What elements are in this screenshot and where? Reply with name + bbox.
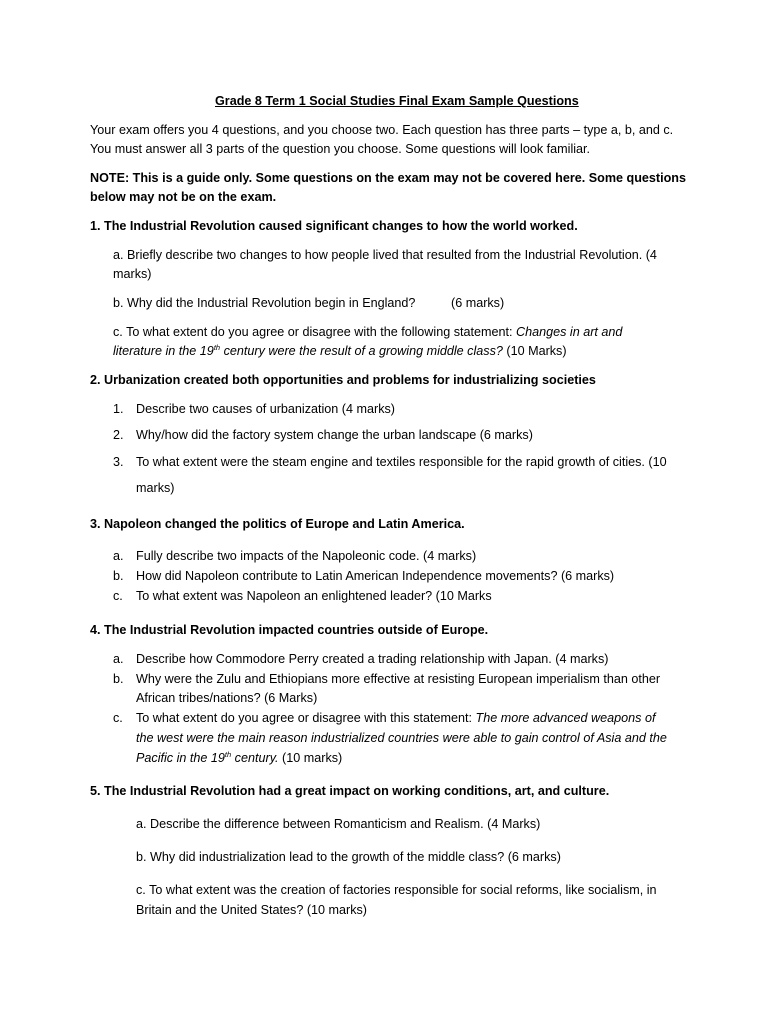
question-4b-label: b. (113, 672, 124, 686)
question-2-item-2-number: 2. (113, 428, 124, 442)
question-1c-italic: Changes in art and (516, 325, 623, 339)
question-2-item-2-text: Why/how did the factory system change the urban landscape (6 marks) (136, 428, 533, 442)
question-2-item-1-text: Describe two causes of urbanization (4 marks) (136, 402, 395, 416)
question-4c-italic: The more advanced weapons of (475, 711, 656, 725)
question-4c-line-3 (136, 749, 342, 768)
question-3b-text: How did Napoleon contribute to Latin American Independence movements? (6 marks) (136, 569, 615, 583)
question-2-item-3-text: To what extent were the steam engine and textiles responsible for the rapid growth of cities. (10 (136, 455, 667, 469)
intro-line-1: Your exam offers you 4 questions, and you choose two. Each question has three parts – type a, b, and c. (90, 123, 674, 137)
question-1a-line-1: a. Briefly describe two changes to how people lived that resulted from the Industrial Revolution. (4 (113, 248, 657, 262)
question-1c-italic-b: century were the result of a growing middle class? (220, 344, 503, 358)
question-1c-superscript: th (213, 342, 221, 352)
question-1c-plain: c. To what extent do you agree or disagree with the following statement: (113, 325, 516, 339)
question-1c-marks: (10 Marks) (502, 344, 567, 358)
question-1a-line-2: marks) (113, 267, 152, 281)
question-5-heading: 5. The Industrial Revolution had a great impact on working conditions, art, and culture. (90, 784, 610, 798)
question-2-item-3-number: 3. (113, 455, 124, 469)
question-2-item-1-number: 1. (113, 402, 124, 416)
question-3-heading: 3. Napoleon changed the politics of Europe and Latin America. (90, 517, 465, 531)
question-4a-label: a. (113, 652, 124, 666)
question-3c-label: c. (113, 589, 123, 603)
question-4c-label: c. (113, 711, 123, 725)
question-4c-line-1 (136, 709, 655, 728)
note-line-2: below may not be on the exam. (90, 190, 277, 204)
question-1b-text: b. Why did the Industrial Revolution begin in England? (113, 296, 416, 310)
question-5b-text: b. Why did industrialization lead to the growth of the middle class? (6 marks) (136, 850, 561, 864)
question-1b-marks: (6 marks) (451, 296, 505, 310)
question-2-item-3-line-2: marks) (136, 481, 175, 495)
question-4b-line-2: African tribes/nations? (6 Marks) (136, 691, 318, 705)
question-4c-line-2: the west were the main reason industrialized countries were able to gain control of Asia and the (136, 731, 667, 745)
note-line-1: NOTE: This is a guide only. Some questions on the exam may not be covered here. Some questions (90, 171, 687, 185)
question-4c-superscript: th (224, 749, 232, 759)
question-4c-marks: (10 marks) (278, 751, 343, 765)
page-title: Grade 8 Term 1 Social Studies Final Exam Sample Questions (215, 94, 579, 108)
question-5c-line-2: Britain and the United States? (10 marks) (136, 903, 367, 917)
question-3a-text: Fully describe two impacts of the Napoleonic code. (4 marks) (136, 549, 477, 563)
question-4c-plain: To what extent do you agree or disagree with this statement: (136, 711, 476, 725)
question-4c-italic-b: century. (231, 751, 279, 765)
question-3b-label: b. (113, 569, 124, 583)
question-3a-label: a. (113, 549, 124, 563)
question-4a-text: Describe how Commodore Perry created a trading relationship with Japan. (4 marks) (136, 652, 609, 666)
question-3c-text: To what extent was Napoleon an enlightened leader? (10 Marks (136, 589, 492, 603)
question-1c-line-2 (113, 342, 567, 361)
question-5a-text: a. Describe the difference between Romanticism and Realism. (4 Marks) (136, 817, 541, 831)
question-4c-italic-a: Pacific in the 19 (136, 751, 225, 765)
question-1c-line-1 (113, 323, 622, 342)
question-2-heading: 2. Urbanization created both opportunities and problems for industrializing societies (90, 373, 596, 387)
question-5c-line-1: c. To what extent was the creation of factories responsible for social reforms, like socialism, in (136, 883, 657, 897)
question-4b-line-1: Why were the Zulu and Ethiopians more effective at resisting European imperialism than other (136, 672, 661, 686)
intro-line-2: You must answer all 3 parts of the question you choose. Some questions will look familiar. (90, 142, 591, 156)
question-1-heading: 1. The Industrial Revolution caused significant changes to how the world worked. (90, 219, 578, 233)
question-1c-italic-a: literature in the 19 (113, 344, 214, 358)
question-4-heading: 4. The Industrial Revolution impacted countries outside of Europe. (90, 623, 489, 637)
